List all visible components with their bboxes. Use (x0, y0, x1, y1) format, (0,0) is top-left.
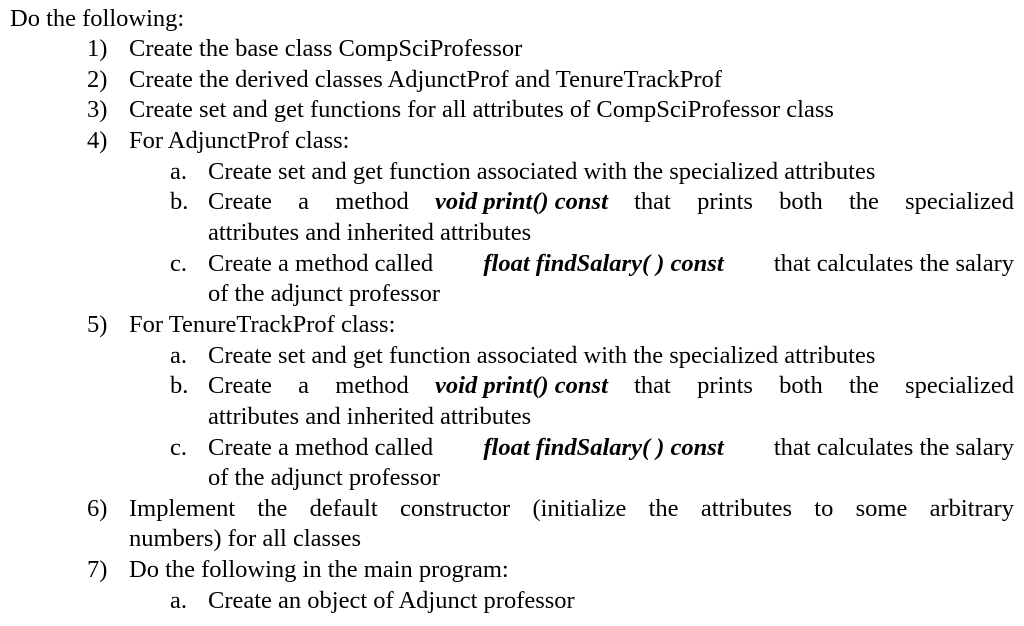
item-1-number: 1) (87, 35, 108, 62)
item-6-word: to (814, 495, 834, 522)
item-7-number: 7) (87, 556, 108, 583)
item-7-text: Do the following in the main program: (129, 556, 509, 583)
item-4c-post: that calculates the salary (773, 250, 1014, 277)
item-4-number: 4) (87, 127, 108, 154)
item-6-word: Implement (129, 495, 236, 522)
item-6-line (129, 494, 1014, 524)
item-6-continuation: numbers) for all classes (129, 525, 361, 552)
item-5b-word: a (298, 372, 310, 399)
item-5c-continuation: of the adjunct professor (208, 464, 440, 491)
item-4b-code: void print() const (435, 188, 608, 215)
item-5b-continuation: attributes and inherited attributes (208, 403, 532, 430)
item-5c-post: that calculates the salary (773, 434, 1014, 461)
item-4b-word: a (298, 188, 310, 215)
item-5b-word: the (848, 372, 879, 399)
item-7a-marker: a. (170, 587, 187, 614)
item-5c-line (208, 433, 1014, 463)
item-4a-marker: a. (170, 158, 187, 185)
item-4c-code: float findSalary( ) const (483, 250, 724, 277)
item-5b-word: Create (208, 372, 272, 399)
item-5b-word: that (634, 372, 671, 399)
item-5c-pre: Create a method called (208, 434, 434, 461)
item-3-text: Create set and get functions for all attributes of CompSciProfessor class (129, 96, 834, 123)
item-4b-word: the (848, 188, 879, 215)
item-4b-word: method (335, 188, 409, 215)
item-5b-word: specialized (905, 372, 1014, 399)
item-2-number: 2) (87, 66, 108, 93)
item-5b-marker: b. (170, 372, 189, 399)
item-5-text: For TenureTrackProf class: (129, 311, 396, 338)
item-4b-continuation: attributes and inherited attributes (208, 219, 532, 246)
item-6-word: the (648, 495, 679, 522)
item-4b-word: Create (208, 188, 272, 215)
item-5b-word: both (779, 372, 823, 399)
item-5a-text: Create set and get function associated with the specialized attributes (208, 342, 876, 369)
item-4c-pre: Create a method called (208, 250, 434, 277)
item-4a-text: Create set and get function associated with the specialized attributes (208, 158, 876, 185)
item-6-word: the (257, 495, 288, 522)
document-heading: Do the following: (10, 5, 185, 32)
item-5c-marker: c. (170, 434, 187, 461)
item-2-text: Create the derived classes AdjunctProf and TenureTrackProf (129, 66, 722, 93)
item-5a-marker: a. (170, 342, 187, 369)
item-4c-line (208, 249, 1014, 279)
item-6-word: attributes (700, 495, 792, 522)
item-4b-line (208, 187, 1014, 217)
item-4b-marker: b. (170, 188, 189, 215)
item-3-number: 3) (87, 96, 108, 123)
item-5b-word: prints (697, 372, 753, 399)
item-5-number: 5) (87, 311, 108, 338)
item-6-word: default (309, 495, 378, 522)
item-5b-word: method (335, 372, 409, 399)
item-4c-continuation: of the adjunct professor (208, 280, 440, 307)
item-4b-word: prints (697, 188, 753, 215)
item-5b-line (208, 371, 1014, 401)
item-1-text: Create the base class CompSciProfessor (129, 35, 523, 62)
item-6-number: 6) (87, 495, 108, 522)
item-6-word: arbitrary (929, 495, 1014, 522)
item-4b-word: specialized (905, 188, 1014, 215)
item-4b-word: both (779, 188, 823, 215)
item-6-word: (initialize (532, 495, 627, 522)
item-4-text: For AdjunctProf class: (129, 127, 350, 154)
item-7a-text: Create an object of Adjunct professor (208, 587, 575, 614)
item-5c-code: float findSalary( ) const (483, 434, 724, 461)
item-6-word: constructor (399, 495, 511, 522)
item-4b-word: that (634, 188, 671, 215)
item-4c-marker: c. (170, 250, 187, 277)
item-5b-code: void print() const (435, 372, 608, 399)
item-6-word: some (855, 495, 908, 522)
